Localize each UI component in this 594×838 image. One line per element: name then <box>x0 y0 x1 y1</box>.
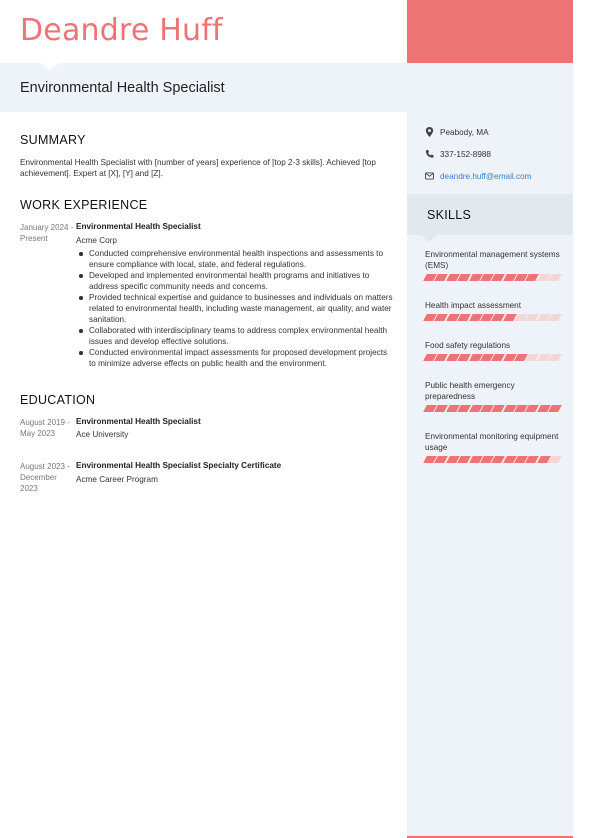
experience-bullet: Developed and implemented environmental health programs and initiatives to address specific community needs and concerns. <box>76 270 394 292</box>
summary-heading: SUMMARY <box>20 133 86 147</box>
skills-notch <box>421 235 437 242</box>
skill-level-bar <box>425 405 560 412</box>
education-institution: Acme Career Program <box>76 475 158 484</box>
skill-segment-filled <box>548 405 562 412</box>
skill-item <box>425 300 560 321</box>
skill-level-bar <box>425 274 560 281</box>
sidebar-accent-block <box>407 0 573 63</box>
experience-date: January 2024 - Present <box>20 223 74 243</box>
contact-email[interactable] <box>425 171 531 181</box>
experience-bullet: Conducted comprehensive environmental health inspections and assessments to ensure compliance with local, state, and federal regulations. <box>76 248 394 270</box>
phone-text: 337-152-8988 <box>440 149 491 159</box>
skill-name: Environmental management systems (EMS) <box>425 250 560 270</box>
skill-item <box>425 431 560 463</box>
skill-level-bar <box>425 314 560 321</box>
skill-level-bar <box>425 354 560 361</box>
education-date: August 2023 - December 2023 <box>20 462 70 493</box>
experience-bullets <box>76 248 394 369</box>
work-experience-heading: WORK EXPERIENCE <box>20 198 148 212</box>
experience-organization: Acme Corp <box>76 236 117 245</box>
summary-text: Environmental Health Specialist with [number of years] experience of [top 2-3 skills]. Achieved [top achievement]. Expert at [X], [Y] and [Z]. <box>20 158 376 179</box>
skill-item <box>425 380 560 412</box>
job-title-notch <box>41 63 59 71</box>
education-heading: EDUCATION <box>20 393 96 407</box>
skill-name: Food safety regulations <box>425 341 511 350</box>
sidebar <box>407 0 573 838</box>
skill-item <box>425 249 560 281</box>
skill-name: Environmental monitoring equipment usage <box>425 432 559 452</box>
email-link[interactable]: deandre.huff@email.com <box>440 171 532 181</box>
skill-segment-empty <box>548 274 562 281</box>
job-title: Environmental Health Specialist <box>20 80 225 96</box>
education-institution: Ace University <box>76 430 129 439</box>
skills-heading: SKILLS <box>427 208 472 222</box>
skill-name: Public health emergency preparedness <box>425 381 515 401</box>
experience-bullet: Collaborated with interdisciplinary teams to address complex environmental health issues and develop effective solutions. <box>76 325 394 347</box>
experience-bullet: Provided technical expertise and guidance to businesses and individuals on matters related to environmental health, including waste management, air quality, and water sanitation. <box>76 292 394 325</box>
location-pin-icon <box>425 127 434 137</box>
skill-segment-empty <box>548 354 562 361</box>
phone-icon <box>425 149 434 159</box>
skill-level-bar <box>425 456 560 463</box>
candidate-name: Deandre Huff <box>20 13 223 48</box>
experience-bullet: Conducted environmental impact assessments for proposed development projects to minimize adverse effects on public health and the environment. <box>76 347 394 369</box>
skill-segment-empty <box>548 456 562 463</box>
skill-item <box>425 340 560 361</box>
experience-title: Environmental Health Specialist <box>76 222 201 231</box>
skill-segment-empty <box>548 314 562 321</box>
education-date: August 2019 - May 2023 <box>20 418 70 438</box>
email-icon <box>425 171 434 181</box>
location-text: Peabody, MA <box>440 127 489 137</box>
contact-location <box>425 127 489 137</box>
education-title: Environmental Health Specialist <box>76 417 201 426</box>
contact-phone <box>425 149 491 159</box>
education-title: Environmental Health Specialist Specialty Certificate <box>76 461 282 470</box>
skill-name: Health impact assessment <box>425 301 522 310</box>
